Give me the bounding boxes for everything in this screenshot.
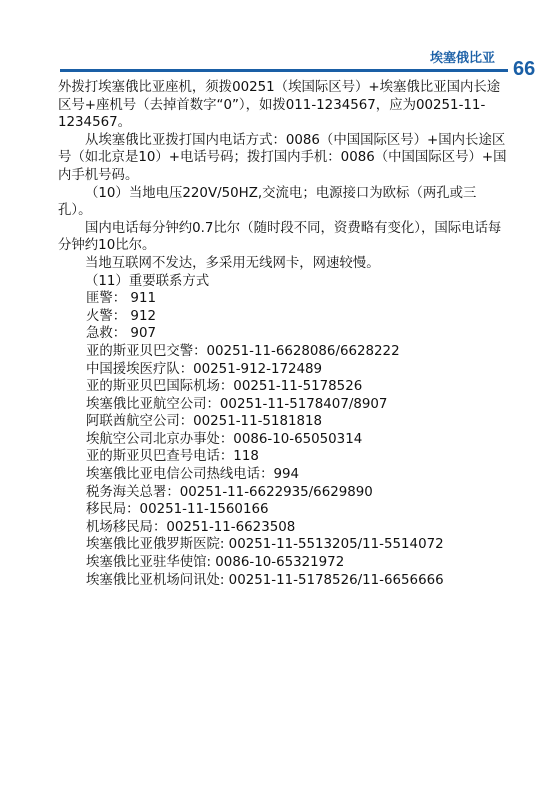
contact-item: 阿联酋航空公司：00251-11-5181818 — [86, 414, 323, 430]
contact-item: 埃塞俄比亚俄罗斯医院: 00251-11-5513205/11-5514072 — [86, 537, 444, 553]
page-body — [58, 79, 508, 589]
contact-item: 亚的斯亚贝巴国际机场：00251-11-5178526 — [86, 379, 363, 395]
contact-item: 埃航空公司北京办事处：0086-10-65050314 — [86, 431, 363, 447]
contacts-heading: （11）重要联系方式 — [85, 273, 210, 289]
contact-item: 税务海关总署：00251-11-6622935/6629890 — [86, 484, 373, 500]
contact-item: 埃塞俄比亚驻华使馆: 0086-10-65321972 — [86, 555, 345, 571]
paragraph-voltage: （10）当地电压220V/50HZ,交流电；电源接口为欧标（两孔或三孔）。 — [58, 185, 477, 219]
contact-item: 移民局：00251-11-1560166 — [86, 502, 269, 518]
contact-item: 埃塞俄比亚机场问讯处: 00251-11-5178526/11-6656666 — [86, 572, 444, 588]
contact-item: 火警： 912 — [86, 308, 156, 324]
contact-list — [58, 290, 508, 589]
page-number: 66 — [513, 58, 536, 80]
contact-item: 急救： 907 — [86, 326, 156, 342]
contact-item: 中国援埃医疗队：00251-912-172489 — [86, 361, 323, 377]
contact-item: 匪警： 911 — [86, 291, 156, 307]
running-header-title: 埃塞俄比亚 — [430, 51, 496, 66]
contact-item: 机场移民局：00251-11-6623508 — [86, 519, 296, 535]
contact-item: 埃塞俄比亚航空公司：00251-11-5178407/8907 — [86, 396, 388, 412]
paragraph-call-rates: 国内电话每分钟约0.7比尔（随时段不同，资费略有变化），国际电话每分钟约10比尔。 — [58, 220, 502, 254]
contact-item: 亚的斯亚贝巴交警：00251-11-6628086/6628222 — [86, 343, 400, 359]
paragraph-dialing-china: 从埃塞俄比亚拨打国内电话方式：0086（中国国际区号）+国内长途区号（如北京是10）+电话号码；拨打国内手机：0086（中国国际区号）+国内手机号码。 — [58, 132, 507, 183]
contact-item: 亚的斯亚贝巴查号电话：118 — [86, 449, 259, 465]
header-rule — [60, 69, 508, 72]
paragraph-dialing-ethiopia: 外拨打埃塞俄比亚座机，须拨00251（埃国际区号）+埃塞俄比亚国内长途区号+座机号（去掉首数字“0”），如拨011-1234567，应为00251-11-1234567。 — [58, 80, 501, 131]
paragraph-internet: 当地互联网不发达，多采用无线网卡，网速较慢。 — [85, 255, 380, 271]
contact-item: 埃塞俄比亚电信公司热线电话：994 — [86, 467, 300, 483]
